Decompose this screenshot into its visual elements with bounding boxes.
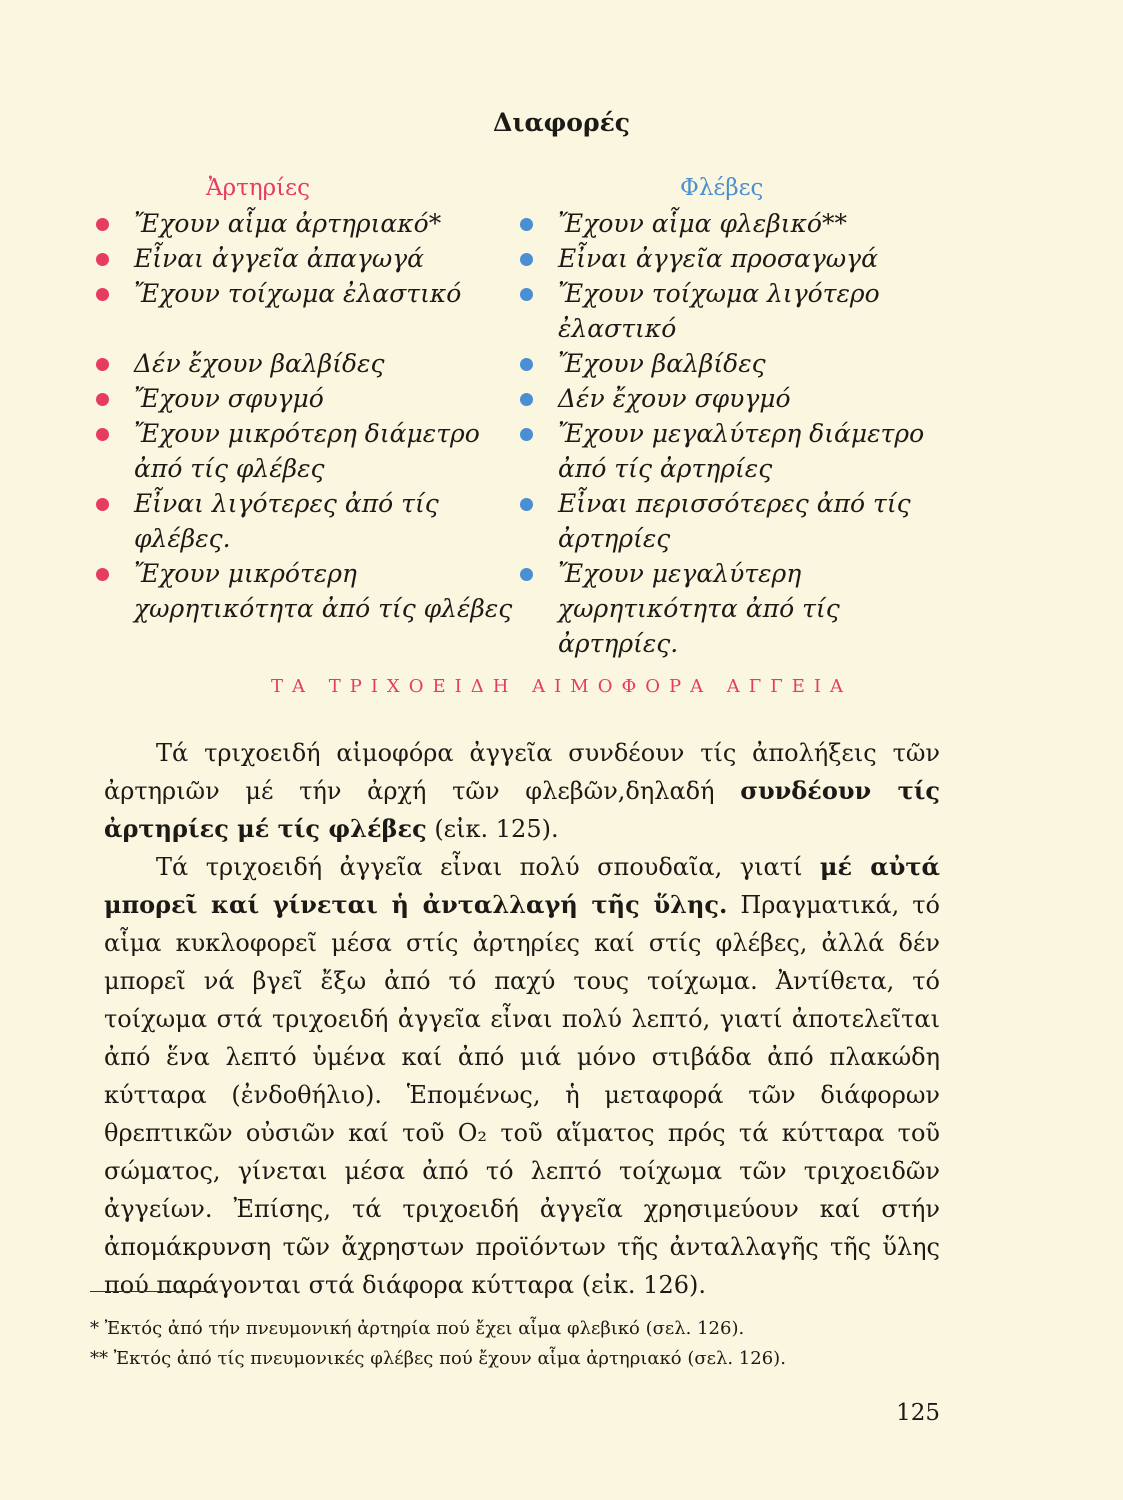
red-bullet-icon: [96, 358, 109, 371]
differences-heading: Διαφορές: [492, 108, 631, 137]
red-bullet-icon: [96, 288, 109, 301]
paragraph: Τά τριχοειδή αἱμοφόρα ἀγγεῖα συνδέουν τίς ἀπολήξεις τῶν ἀρτηριῶν μέ τήν ἀρχή τῶν φλεβῶν,δηλαδή συνδέουν τίς ἀρτηρίες μέ τίς φλέβες (εἰκ. 125).: [104, 739, 941, 843]
list-item: Δέν ἔχουν βαλβίδες: [96, 346, 516, 381]
arteries-column: [96, 170, 516, 626]
blue-bullet-icon: [520, 393, 533, 406]
list-item: Εἶναι λιγότερες ἀπό τίς φλέβες.: [96, 486, 516, 556]
list-item: Ἔχουν βαλβίδες: [520, 346, 950, 381]
blue-bullet-icon: [520, 358, 533, 371]
red-bullet-icon: [96, 568, 109, 581]
red-bullet-icon: [96, 498, 109, 511]
list-item: Ἔχουν αἷμα φλεβικό**: [520, 206, 950, 241]
list-item: Εἶναι ἀγγεῖα προσαγωγά: [520, 241, 950, 276]
list-item: Ἔχουν τοίχωμα λιγότερο ἐλαστικό: [520, 276, 950, 346]
red-bullet-icon: [96, 218, 109, 231]
list-item: Ἔχουν αἷμα ἀρτηριακό*: [96, 206, 516, 241]
red-bullet-icon: [96, 428, 109, 441]
blue-bullet-icon: [520, 288, 533, 301]
paragraph: Τά τριχοειδή ἀγγεῖα εἶναι πολύ σπουδαῖα, γιατί μέ αὐτά μπορεῖ καί γίνεται ἡ ἀνταλλαγή τῆς ὕλης. Πραγματικά, τό αἷμα κυκλοφορεῖ μέσα στίς ἀρτηρίες καί στίς φλέβες, ἀλλά δέν μπορεῖ νά βγεῖ ἔξω ἀπό τό παχύ τους τοίχωμα. Ἀντίθετα, τό τοίχωμα στά τριχοειδή ἀγγεῖα εἶναι πολύ λεπτό, γιατί ἀποτελεῖται ἀπό ἕνα λεπτό ὑμένα καί ἀπό μιά μόνο στιβάδα ἀπό πλακώδη κύτταρα (ἐνδοθήλιο). Ἑπομένως, ἡ μεταφορά τῶν διάφορων θρεπτικῶν οὐσιῶν καί τοῦ O₂ τοῦ αἵματος πρός τά κύτταρα τοῦ σώματος, γίνεται μέσα ἀπό τό λεπτό τοίχωμα τῶν τριχοειδῶν ἀγγείων. Ἐπίσης, τά τριχοειδή ἀγγεῖα χρησιμεύουν καί στήν ἀπομάκρυνση τῶν ἄχρηστων προϊόντων τῆς ἀνταλλαγῆς τῆς ὕλης πού παράγονται στά διάφορα κύτταρα (εἰκ. 126).: [104, 852, 941, 1299]
red-bullet-icon: [96, 253, 109, 266]
page-number: 125: [896, 1400, 940, 1426]
footnote: ** Ἐκτός ἀπό τίς πνευμονικές φλέβες πού ἔχουν αἷμα ἀρτηριακό (σελ. 126).: [90, 1348, 786, 1369]
list-item: Ἔχουν τοίχωμα ἐλαστικό: [96, 276, 516, 311]
footnote: * Ἐκτός ἀπό τήν πνευμονική ἀρτηρία πού ἔχει αἷμα φλεβικό (σελ. 126).: [90, 1318, 745, 1339]
list-item: Εἶναι περισσότερες ἀπό τίς ἀρτηρίες: [520, 486, 950, 556]
list-item: Ἔχουν μεγαλύτερη χωρητικότητα ἀπό τίς ἀρτηρίες.: [520, 556, 950, 661]
blue-bullet-icon: [520, 218, 533, 231]
blue-bullet-icon: [520, 253, 533, 266]
footnote-divider: [90, 1291, 210, 1292]
list-item: Ἔχουν μεγαλύτερη διάμετρο ἀπό τίς ἀρτηρίες: [520, 416, 950, 486]
veins-column: [520, 170, 950, 661]
veins-title: Φλέβες: [680, 175, 764, 201]
footnotes: [90, 1314, 990, 1374]
blue-bullet-icon: [520, 498, 533, 511]
red-bullet-icon: [96, 393, 109, 406]
list-item: Ἔχουν σφυγμό: [96, 381, 516, 416]
section-title: ΤΑ ΤΡΙΧΟΕΙΔΗ ΑΙΜΟΦΟΡΑ ΑΓΓΕΙΑ: [270, 676, 853, 697]
body-text: [104, 734, 940, 1304]
list-item: Δέν ἔχουν σφυγμό: [520, 381, 950, 416]
list-item: Ἔχουν μικρότερη χωρητικότητα ἀπό τίς φλέβες: [96, 556, 516, 626]
arteries-title: Ἀρτηρίες: [206, 175, 310, 201]
list-item: Εἶναι ἀγγεῖα ἀπαγωγά: [96, 241, 516, 276]
blue-bullet-icon: [520, 428, 533, 441]
list-item: Ἔχουν μικρότερη διάμετρο ἀπό τίς φλέβες: [96, 416, 516, 486]
blue-bullet-icon: [520, 568, 533, 581]
